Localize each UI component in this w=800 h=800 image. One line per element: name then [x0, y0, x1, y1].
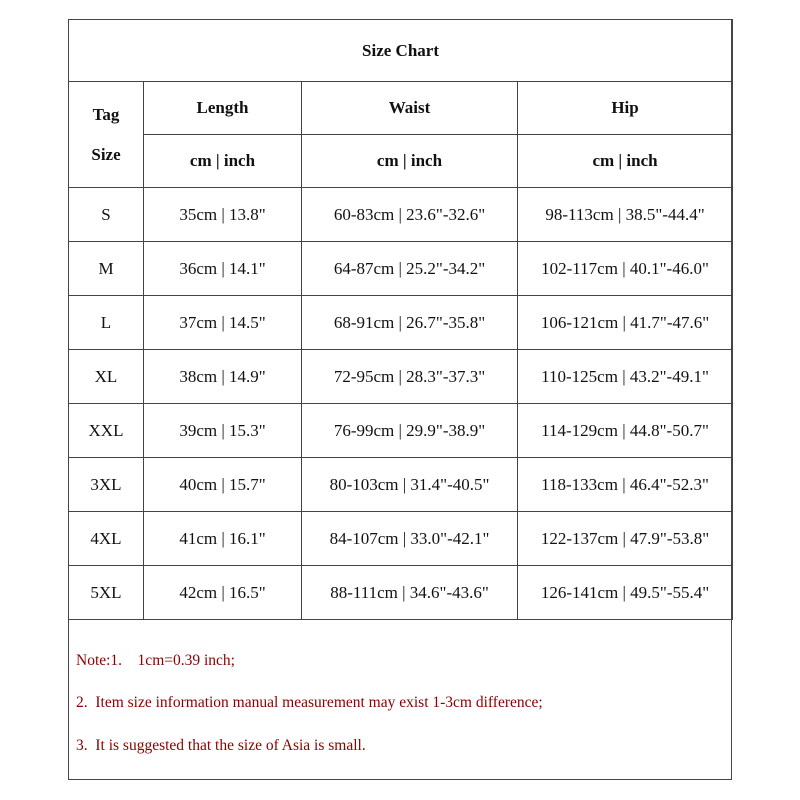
length-cell: 38cm | 14.9" [144, 350, 302, 404]
tag-size-label-line1: Tag [92, 104, 120, 124]
hip-cell: 126-141cm | 49.5"-55.4" [518, 566, 733, 620]
size-chart-table [68, 19, 733, 620]
column-header-waist: Waist [302, 82, 518, 135]
size-cell: S [69, 188, 144, 242]
size-cell: XXL [69, 404, 144, 458]
hip-cell: 118-133cm | 46.4"-52.3" [518, 458, 733, 512]
column-header-hip: Hip [518, 82, 733, 135]
waist-cell: 60-83cm | 23.6"-32.6" [302, 188, 518, 242]
waist-cell: 80-103cm | 31.4"-40.5" [302, 458, 518, 512]
length-cell: 35cm | 13.8" [144, 188, 302, 242]
waist-cell: 84-107cm | 33.0"-42.1" [302, 512, 518, 566]
hip-cell: 106-121cm | 41.7"-47.6" [518, 296, 733, 350]
note-line-2: 2. Item size information manual measurement may exist 1-3cm difference; [76, 694, 543, 711]
hip-cell: 122-137cm | 47.9"-53.8" [518, 512, 733, 566]
waist-cell: 72-95cm | 28.3"-37.3" [302, 350, 518, 404]
waist-cell: 76-99cm | 29.9"-38.9" [302, 404, 518, 458]
table-row [69, 296, 733, 350]
waist-cell: 88-111cm | 34.6"-43.6" [302, 566, 518, 620]
table-row [69, 350, 733, 404]
table-row [69, 188, 733, 242]
hip-cell: 110-125cm | 43.2"-49.1" [518, 350, 733, 404]
unit-header-length: cm | inch [144, 135, 302, 188]
length-cell: 40cm | 15.7" [144, 458, 302, 512]
size-cell: 4XL [69, 512, 144, 566]
length-cell: 37cm | 14.5" [144, 296, 302, 350]
table-row [69, 458, 733, 512]
waist-cell: 64-87cm | 25.2"-34.2" [302, 242, 518, 296]
table-row [69, 566, 733, 620]
size-cell: L [69, 296, 144, 350]
table-row [69, 512, 733, 566]
size-cell: XL [69, 350, 144, 404]
chart-title: Size Chart [69, 20, 733, 82]
hip-cell: 114-129cm | 44.8"-50.7" [518, 404, 733, 458]
hip-cell: 102-117cm | 40.1"-46.0" [518, 242, 733, 296]
tag-size-header [69, 82, 144, 188]
unit-header-hip: cm | inch [518, 135, 733, 188]
note-line-3: 3. It is suggested that the size of Asia is small. [76, 737, 366, 754]
column-header-length: Length [144, 82, 302, 135]
size-cell: 3XL [69, 458, 144, 512]
hip-cell: 98-113cm | 38.5"-44.4" [518, 188, 733, 242]
table-row [69, 404, 733, 458]
note-line-1: Note:1. 1cm=0.39 inch; [76, 652, 235, 669]
length-cell: 36cm | 14.1" [144, 242, 302, 296]
length-cell: 42cm | 16.5" [144, 566, 302, 620]
waist-cell: 68-91cm | 26.7"-35.8" [302, 296, 518, 350]
unit-header-waist: cm | inch [302, 135, 518, 188]
tag-size-label-line2: Size [91, 144, 121, 164]
size-cell: 5XL [69, 566, 144, 620]
table-row [69, 242, 733, 296]
length-cell: 41cm | 16.1" [144, 512, 302, 566]
length-cell: 39cm | 15.3" [144, 404, 302, 458]
size-cell: M [69, 242, 144, 296]
